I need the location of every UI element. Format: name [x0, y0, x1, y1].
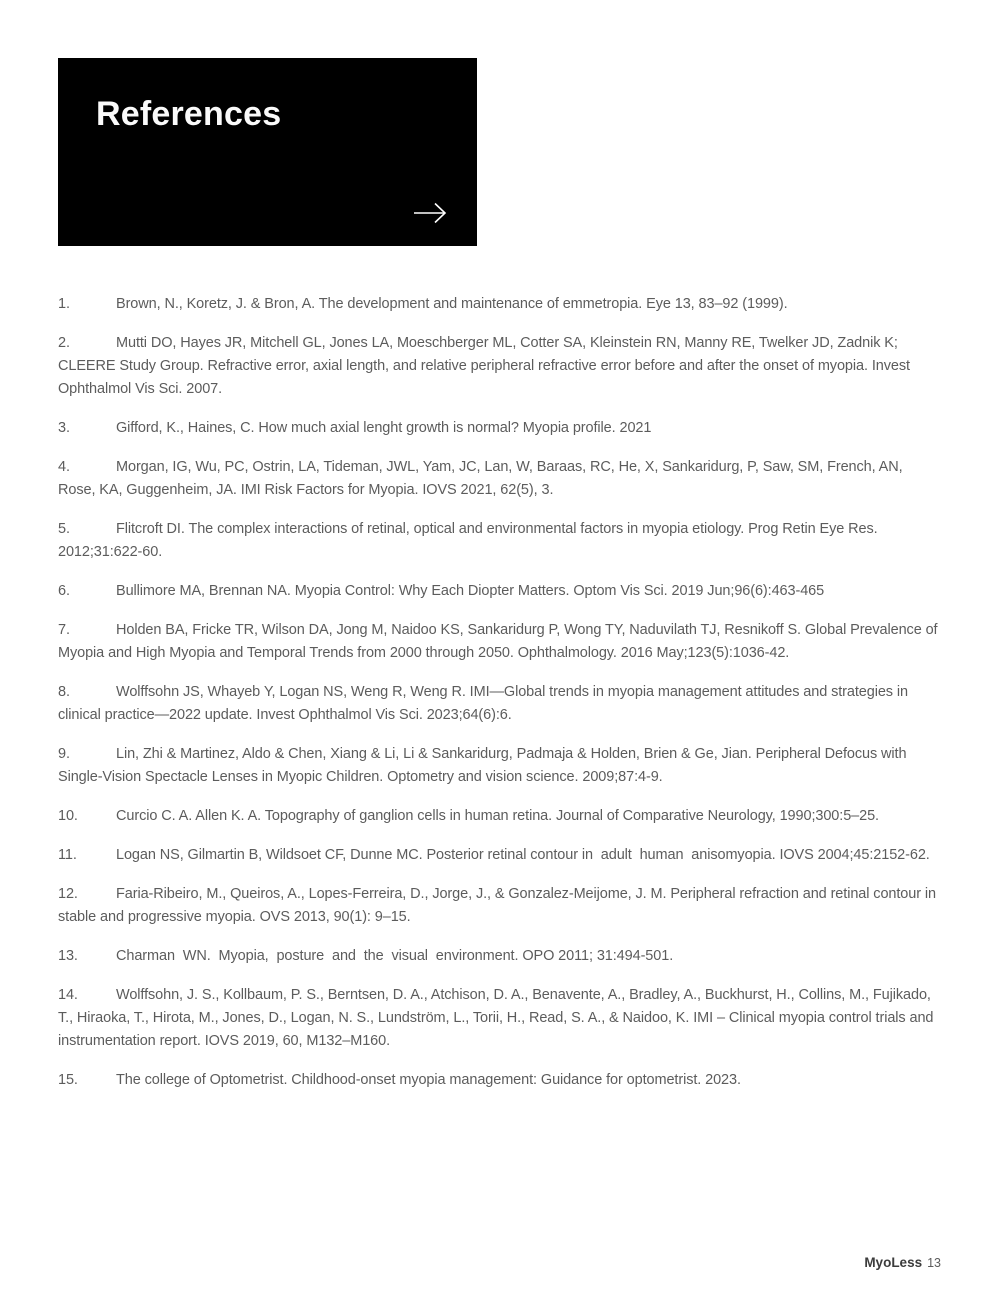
page-footer — [864, 1255, 941, 1270]
reference-text: Charman WN. Myopia, posture and the visual environment. OPO 2011; 31:494-501. — [116, 948, 674, 964]
reference-text: Wolffsohn JS, Whayeb Y, Logan NS, Weng R, Weng R. IMI—Global trends in myopia management attitudes and strategies in clinical practice—2022 update. Invest Ophthalmol Vis Sci. 2023;64(6):6. — [58, 684, 912, 723]
reference-text: Flitcroft DI. The complex interactions of retinal, optical and environmental factors in myopia etiology. Prog Retin Eye Res. 2012;31:622-60. — [58, 521, 882, 560]
reference-item — [58, 417, 941, 440]
reference-text: Mutti DO, Hayes JR, Mitchell GL, Jones LA, Moeschberger ML, Cotter SA, Kleinstein RN, Manny RE, Twelker JD, Zadnik K; CLEERE Study Group. Refractive error, axial length, and relative peripheral refractive error before and after the onset of myopia. Invest Ophthalmol Vis Sci. 2007. — [58, 335, 914, 397]
reference-text: Holden BA, Fricke TR, Wilson DA, Jong M, Naidoo KS, Sankaridurg P, Wong TY, Naduvilath TJ, Resnikoff S. Global Prevalence of Myopia and High Myopia and Temporal Trends from 2000 through 2050. Ophthalmology. 2016 May;123(5):1036-42. — [58, 622, 942, 661]
references-header-card — [58, 58, 477, 246]
reference-text: Wolffsohn, J. S., Kollbaum, P. S., Berntsen, D. A., Atchison, D. A., Benavente, A., Bradley, A., Buckhurst, H., Collins, M., Fujikado, T., Hiraoka, T., Hirota, M., Jones, D., Logan, N. S., Lundström, L., Torii, H., Read, S. A., & Naidoo, K. IMI – Clinical myopia control trials and instrumentation report. IOVS 2019, 60, M132–M160. — [58, 987, 938, 1049]
reference-item — [58, 743, 941, 789]
reference-text: Logan NS, Gilmartin B, Wildsoet CF, Dunne MC. Posterior retinal contour in adult human anisomyopia. IOVS 2004;45:2152-62. — [116, 847, 930, 863]
brand-name: MyoLess — [864, 1255, 923, 1270]
reference-text: Lin, Zhi & Martinez, Aldo & Chen, Xiang & Li, Li & Sankaridurg, Padmaja & Holden, Brien & Ge, Jian. Peripheral Defocus with Single-Vision Spectacle Lenses in Myopic Children. Optometry and vision science. 2009;87:4-9. — [58, 746, 911, 785]
reference-item — [58, 293, 941, 316]
reference-text: Morgan, IG, Wu, PC, Ostrin, LA, Tideman, JWL, Yam, JC, Lan, W, Baraas, RC, He, X, Sankaridurg, P, Saw, SM, French, AN, Rose, KA, Guggenheim, JA. IMI Risk Factors for Myopia. IOVS 2021, 62(5), 3. — [58, 459, 907, 498]
reference-number: 12. — [58, 886, 78, 902]
reference-number: 5. — [58, 521, 70, 537]
reference-item — [58, 580, 941, 603]
reference-item — [58, 1069, 941, 1092]
arrow-right-icon — [412, 201, 448, 225]
reference-item — [58, 984, 941, 1053]
reference-item — [58, 945, 941, 968]
reference-number: 11. — [58, 847, 77, 863]
reference-number: 14. — [58, 987, 78, 1003]
reference-text: The college of Optometrist. Childhood-onset myopia management: Guidance for optometrist. 2023. — [116, 1072, 741, 1088]
reference-item — [58, 619, 941, 665]
reference-text: Brown, N., Koretz, J. & Bron, A. The development and maintenance of emmetropia. Eye 13, 83–92 (1999). — [116, 296, 788, 312]
reference-item — [58, 332, 941, 401]
reference-number: 10. — [58, 808, 78, 824]
page-number: 13 — [927, 1256, 941, 1270]
reference-number: 7. — [58, 622, 70, 638]
reference-item — [58, 844, 941, 867]
reference-item — [58, 681, 941, 727]
reference-text: Curcio C. A. Allen K. A. Topography of ganglion cells in human retina. Journal of Comparative Neurology, 1990;300:5–25. — [116, 808, 879, 824]
reference-number: 15. — [58, 1072, 78, 1088]
reference-item — [58, 805, 941, 828]
reference-list — [58, 293, 941, 1092]
reference-text: Faria-Ribeiro, M., Queiros, A., Lopes-Ferreira, D., Jorge, J., & Gonzalez-Meijome, J. M. Peripheral refraction and retinal contour in stable and progressive myopia. OVS 2013, 90(1): 9–15. — [58, 886, 940, 925]
page-title: References — [96, 95, 282, 133]
reference-number: 4. — [58, 459, 70, 475]
reference-number: 3. — [58, 420, 70, 436]
reference-item — [58, 456, 941, 502]
reference-text: Bullimore MA, Brennan NA. Myopia Control: Why Each Diopter Matters. Optom Vis Sci. 2019 Jun;96(6):463-465 — [116, 583, 825, 599]
reference-number: 13. — [58, 948, 78, 964]
reference-number: 6. — [58, 583, 70, 599]
reference-text: Gifford, K., Haines, C. How much axial lenght growth is normal? Myopia profile. 2021 — [116, 420, 652, 436]
reference-number: 2. — [58, 335, 70, 351]
reference-number: 8. — [58, 684, 70, 700]
reference-number: 9. — [58, 746, 70, 762]
reference-number: 1. — [58, 296, 70, 312]
reference-item — [58, 883, 941, 929]
reference-item — [58, 518, 941, 564]
